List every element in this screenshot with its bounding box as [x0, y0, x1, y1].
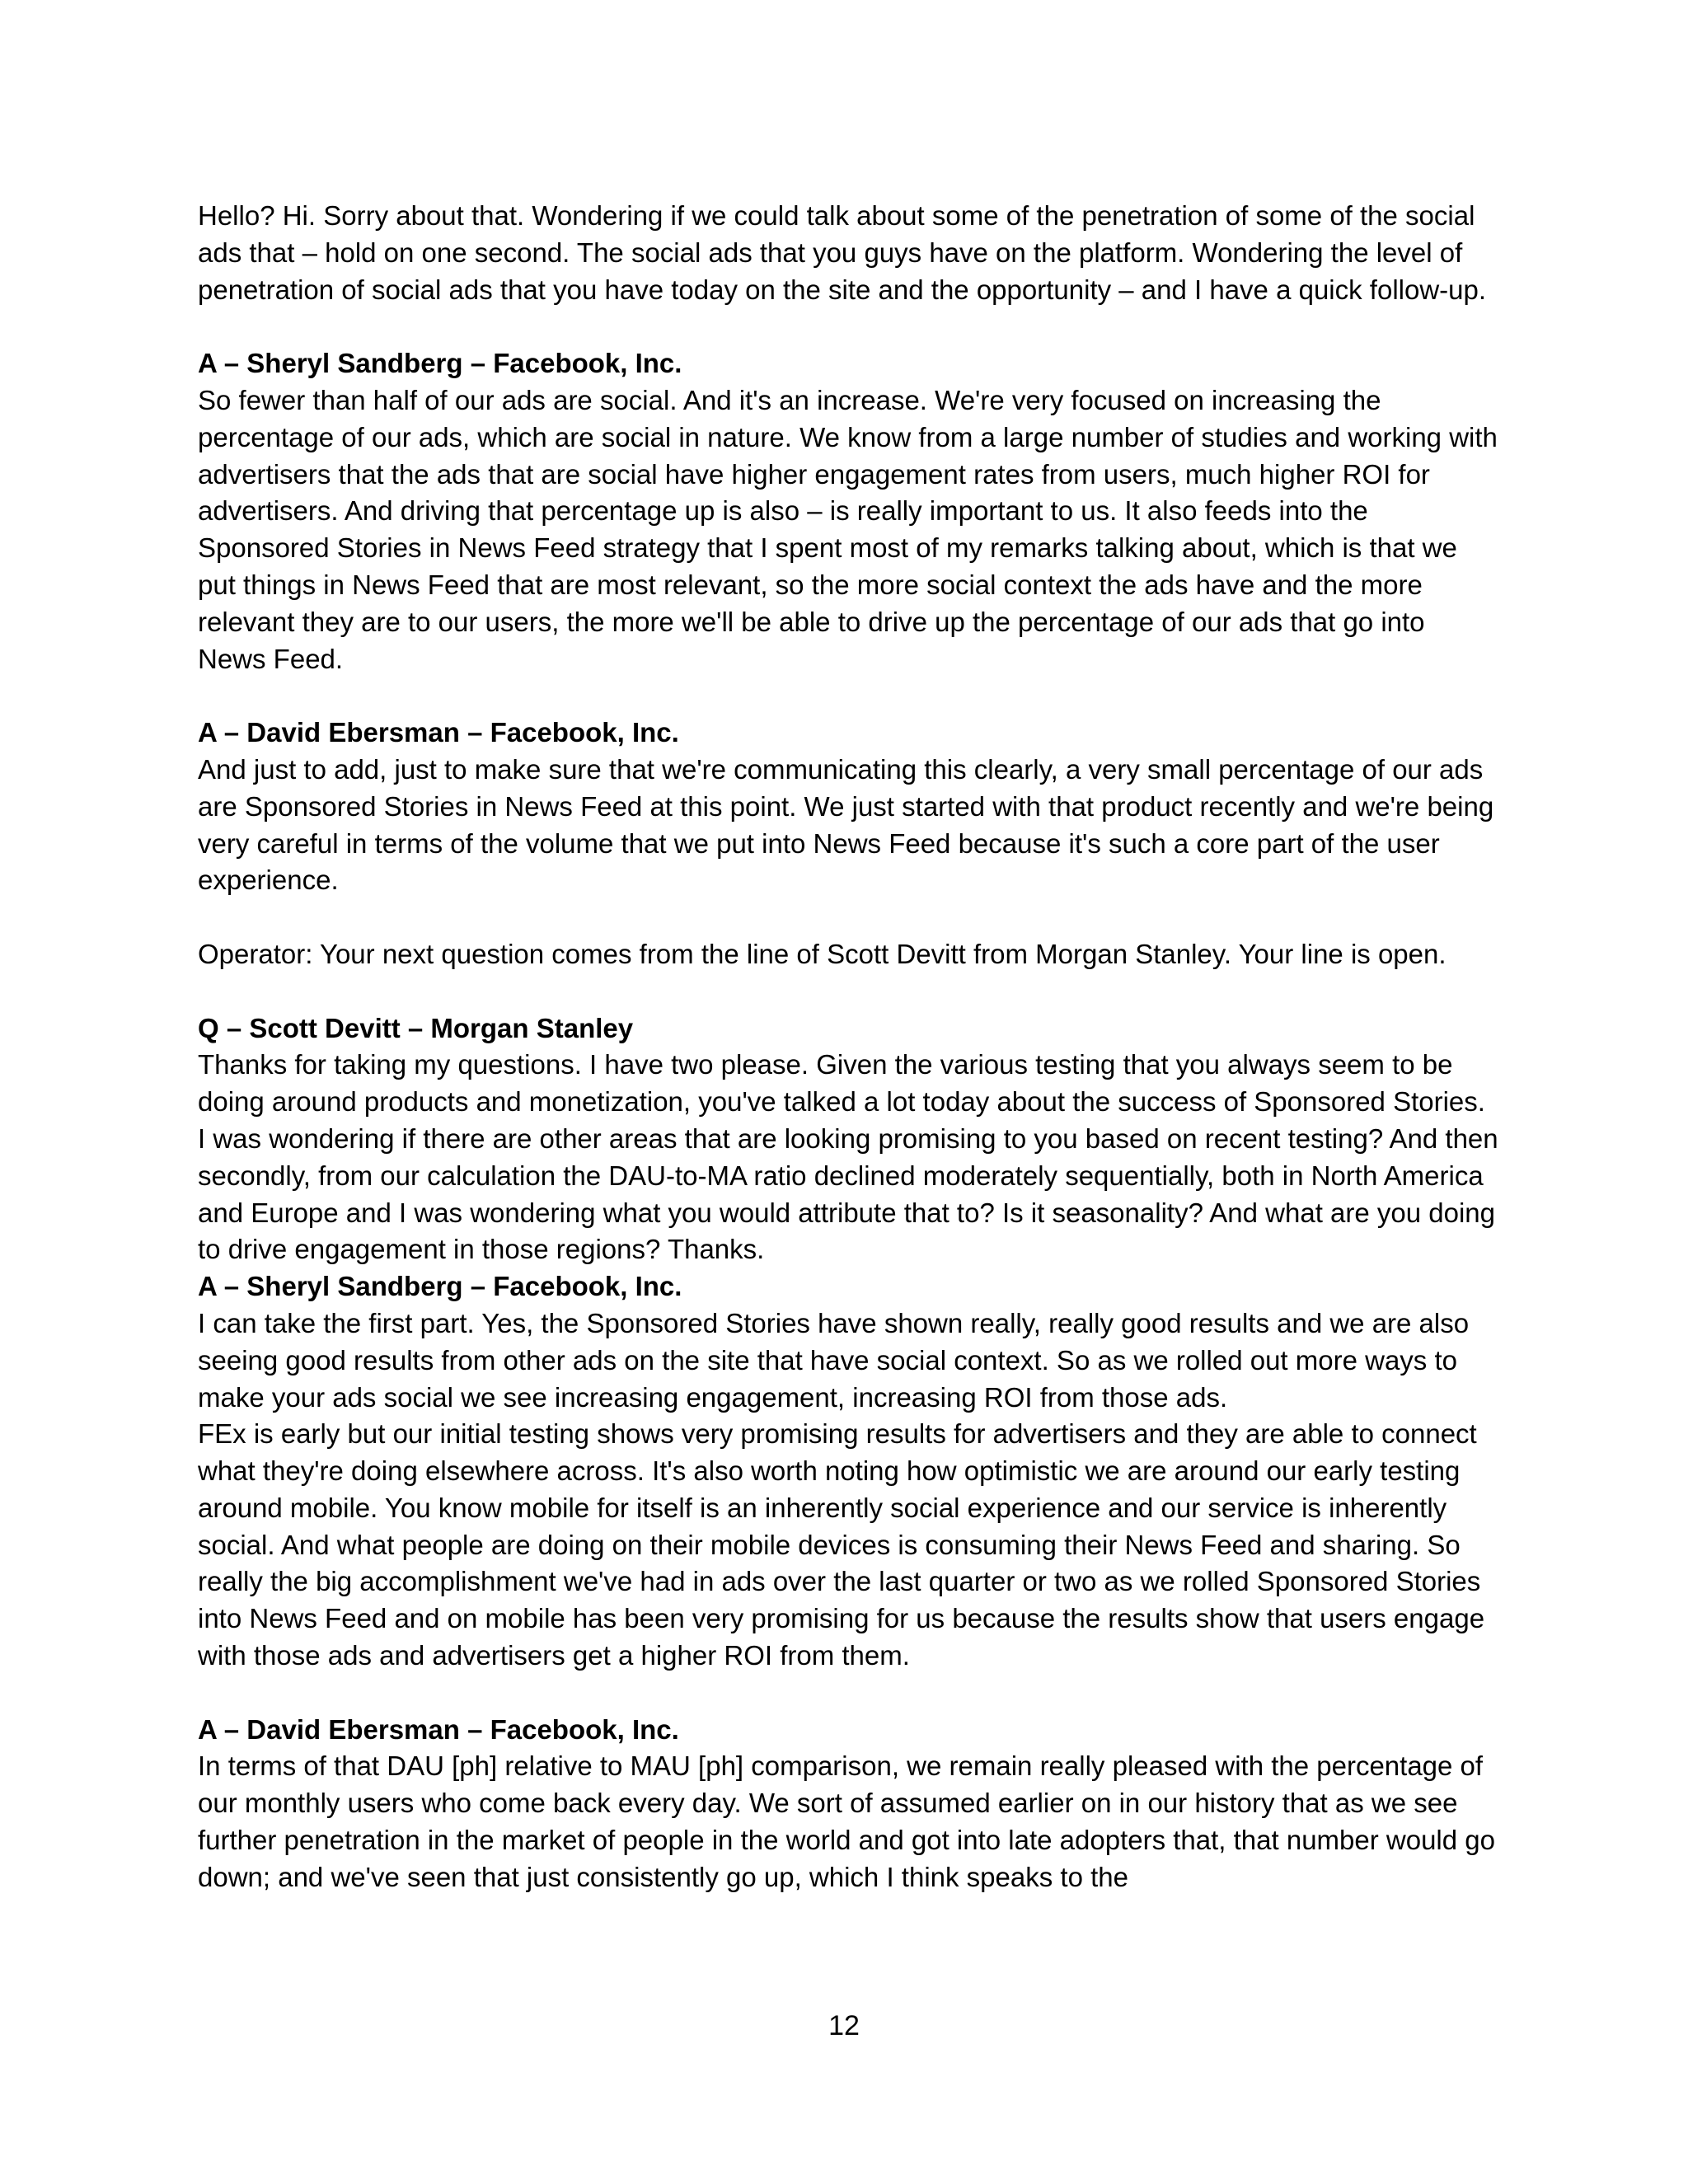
- operator-block: [198, 936, 1500, 973]
- page-number: 12: [828, 2010, 860, 2041]
- speaker-heading: A – Sheryl Sandberg – Facebook, Inc.: [198, 1271, 682, 1302]
- speaker-heading: A – David Ebersman – Facebook, Inc.: [198, 1713, 679, 1745]
- paragraph: And just to add, just to make sure that we're communicating this clearly, a very small percentage of our ads are Sponsored Stories in News Feed at this point. We just started with that product recently and we're being very careful in terms of the volume that we put into News Feed because it's such a core part of the user experience.: [198, 753, 1494, 896]
- answer-block: [198, 1268, 1500, 1675]
- paragraph: I can take the first part. Yes, the Sponsored Stories have shown really, really good results and we are also seeing good results from other ads on the site that have social context. So as we rolled out more ways to make your ads social we see increasing engagement, increasing ROI from those ads.: [198, 1307, 1470, 1413]
- speaker-heading: A – David Ebersman – Facebook, Inc.: [198, 717, 679, 748]
- paragraph: FEx is early but our initial testing shows very promising results for advertisers and they are able to connect what they're doing elsewhere across. It's also worth noting how optimistic we are around our early testing around mobile. You know mobile for itself is an inherently social experience and our service is inherently social. And what people are doing on their mobile devices is consuming their News Feed and sharing. So really the big accomplishment we've had in ads over the last quarter or two as we rolled Sponsored Stories into News Feed and on mobile has been very promising for us because the results show that users engage with those ads and advertisers get a higher ROI from them.: [198, 1418, 1485, 1671]
- answer-block: [198, 1712, 1500, 1896]
- paragraph: Thanks for taking my questions. I have two please. Given the various testing that you always seem to be doing around products and monetization, you've talked a lot today about the success of Sponsored Stories. I was wondering if there are other areas that are looking promising to you based on recent testing? And then secondly, from our calculation the DAU-to-MA ratio declined moderately sequentially, both in North America and Europe and I was wondering what you would attribute that to? Is it seasonality? And what are you doing to drive engagement in those regions? Thanks.: [198, 1049, 1498, 1265]
- transcript-body: [198, 198, 1500, 1896]
- paragraph: Operator: Your next question comes from the line of Scott Devitt from Morgan Stanley. Your line is open.: [198, 938, 1447, 969]
- speaker-heading: Q – Scott Devitt – Morgan Stanley: [198, 1012, 634, 1043]
- paragraph: In terms of that DAU [ph] relative to MAU [ph] comparison, we remain really pleased with the percentage of our monthly users who come back every day. We sort of assumed earlier on in our history that as we see further penetration in the market of people in the world and got into late adopters that, that number would go down; and we've seen that just consistently go up, which I think speaks to the: [198, 1750, 1495, 1892]
- speaker-heading: A – Sheryl Sandberg – Facebook, Inc.: [198, 348, 682, 379]
- question-block: [198, 1010, 1500, 1269]
- question-continuation: [198, 198, 1500, 308]
- paragraph: Hello? Hi. Sorry about that. Wondering if we could talk about some of the penetration of some of the social ads that – hold on one second. The social ads that you guys have on the platform. Wondering the level of penetration of social ads that you have today on the site and the opportunity – and I have a quick follow-up.: [198, 200, 1487, 305]
- answer-block: [198, 345, 1500, 677]
- answer-block: [198, 715, 1500, 899]
- paragraph: So fewer than half of our ads are social. And it's an increase. We're very focused on increasing the percentage of our ads, which are social in nature. We know from a large number of studies and working with advertisers that the ads that are social have higher engagement rates from users, much higher ROI for advertisers. And driving that percentage up is also – is really important to us. It also feeds into the Sponsored Stories in News Feed strategy that I spent most of my remarks talking about, which is that we put things in News Feed that are most relevant, so the more social context the ads have and the more relevant they are to our users, the more we'll be able to drive up the percentage of our ads that go into News Feed.: [198, 384, 1498, 674]
